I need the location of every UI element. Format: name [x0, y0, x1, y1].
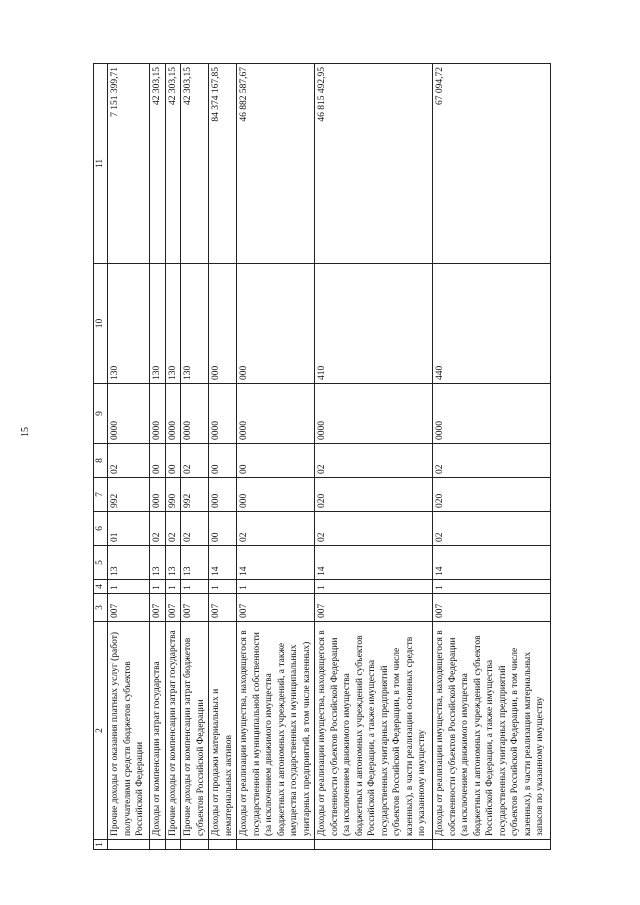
row-code-cell: 0000 — [181, 384, 209, 444]
row-code-cell: 0000 — [315, 384, 433, 444]
row-code-cell: 00 — [165, 444, 181, 478]
row-code-cell: 1 — [433, 580, 551, 594]
row-code-cell: 02 — [315, 512, 433, 546]
column-header: 2 — [94, 622, 108, 840]
row-code-cell: 13 — [108, 546, 150, 580]
row-code-cell: 14 — [237, 546, 315, 580]
row-code-cell: 02 — [150, 512, 166, 546]
row-code-cell: 007 — [181, 594, 209, 622]
row-code-cell — [433, 840, 551, 850]
row-code-cell: 01 — [108, 512, 150, 546]
row-code-cell: 1 — [315, 580, 433, 594]
row-code-cell: 00 — [150, 444, 166, 478]
table-row — [150, 64, 166, 850]
row-description: Доходы от продажи материальных и нематериальных активов — [209, 622, 237, 840]
column-header: 8 — [94, 444, 108, 478]
column-header: 9 — [94, 384, 108, 444]
row-description: Доходы от компенсации затрат государства — [150, 622, 166, 840]
row-code-cell: 000 — [237, 478, 315, 512]
row-code-cell: 000 — [209, 264, 237, 384]
row-code-cell: 02 — [237, 512, 315, 546]
row-code-cell: 0000 — [237, 384, 315, 444]
row-code-cell: 000 — [209, 478, 237, 512]
row-code-cell: 1 — [209, 580, 237, 594]
row-code-cell — [209, 840, 237, 850]
row-code-cell: 02 — [181, 444, 209, 478]
row-code-cell: 007 — [209, 594, 237, 622]
row-code-cell: 007 — [150, 594, 166, 622]
row-code-cell: 02 — [108, 444, 150, 478]
column-header: 11 — [94, 64, 108, 264]
table-row — [165, 64, 181, 850]
table-row — [209, 64, 237, 850]
row-code-cell: 0000 — [209, 384, 237, 444]
column-header: 3 — [94, 594, 108, 622]
row-amount: 42 303,15 — [165, 64, 181, 264]
row-code-cell: 13 — [165, 546, 181, 580]
row-code-cell: 130 — [181, 264, 209, 384]
row-code-cell — [150, 840, 166, 850]
row-code-cell — [165, 840, 181, 850]
table-header-row — [94, 64, 108, 850]
row-code-cell: 02 — [433, 512, 551, 546]
row-code-cell: 02 — [433, 444, 551, 478]
table-row — [108, 64, 150, 850]
column-header: 5 — [94, 546, 108, 580]
row-code-cell: 007 — [315, 594, 433, 622]
row-description: Прочие доходы от компенсации затрат государства — [165, 622, 181, 840]
row-code-cell: 0000 — [150, 384, 166, 444]
row-code-cell: 410 — [315, 264, 433, 384]
column-header: 4 — [94, 580, 108, 594]
row-code-cell: 0000 — [165, 384, 181, 444]
column-header: 10 — [94, 264, 108, 384]
row-description: Доходы от реализации имущества, находящегося в государственной и муниципальной собственности (за исключением движимого имущества бюджетных и автономных учреждений, а также имущества государственных и муниципальных унитарных предприятий, в том числе казенных) — [237, 622, 315, 840]
row-code-cell: 14 — [315, 546, 433, 580]
row-description: Прочие доходы от оказания платных услуг (работ) получателями средств бюджетов субъектов Российской Федерации — [108, 622, 150, 840]
row-code-cell: 1 — [150, 580, 166, 594]
row-code-cell: 007 — [237, 594, 315, 622]
row-code-cell: 1 — [108, 580, 150, 594]
row-code-cell: 0000 — [433, 384, 551, 444]
column-header: 1 — [94, 840, 108, 850]
row-code-cell: 130 — [108, 264, 150, 384]
table-row — [315, 64, 433, 850]
row-code-cell: 992 — [181, 478, 209, 512]
row-code-cell: 020 — [315, 478, 433, 512]
row-code-cell: 13 — [181, 546, 209, 580]
row-code-cell: 000 — [237, 264, 315, 384]
row-description: Доходы от реализации имущества, находящегося в собственности субъектов Российской Федерации (за исключением движимого имущества бюджетных и автономных учреждений субъектов Российской Федерации, а также имущества государственных унитарных предприятий субъектов Российской Федерации, в том числе казенных), в части реализации основных средств по указанному имуществу — [315, 622, 433, 840]
row-code-cell: 007 — [433, 594, 551, 622]
row-code-cell: 130 — [165, 264, 181, 384]
row-amount: 42 303,15 — [150, 64, 166, 264]
row-code-cell: 14 — [209, 546, 237, 580]
row-code-cell: 007 — [108, 594, 150, 622]
row-code-cell: 000 — [150, 478, 166, 512]
row-amount: 84 374 167,85 — [209, 64, 237, 264]
row-code-cell: 00 — [209, 512, 237, 546]
table-row — [181, 64, 209, 850]
row-code-cell: 0000 — [108, 384, 150, 444]
row-code-cell — [181, 840, 209, 850]
row-code-cell: 440 — [433, 264, 551, 384]
row-description: Доходы от реализации имущества, находящегося в собственности субъектов Российской Федерации (за исключением движимого имущества бюджетных и автономных учреждений субъектов Российской Федерации, а также имущества государственных унитарных предприятий субъектов Российской Федерации, в том числе казенных), в части реализации материальных запасов по указанному имуществу — [433, 622, 551, 840]
row-description: Прочие доходы от компенсации затрат бюджетов субъектов Российской Федерации — [181, 622, 209, 840]
row-code-cell: 1 — [181, 580, 209, 594]
row-code-cell: 990 — [165, 478, 181, 512]
page-number: 15 — [20, 427, 31, 437]
row-code-cell: 02 — [181, 512, 209, 546]
row-code-cell: 020 — [433, 478, 551, 512]
revenue-table — [93, 63, 551, 850]
row-amount: 42 303,15 — [181, 64, 209, 264]
column-header: 6 — [94, 512, 108, 546]
table-row — [237, 64, 315, 850]
row-code-cell: 992 — [108, 478, 150, 512]
row-code-cell: 02 — [165, 512, 181, 546]
table-row — [433, 64, 551, 850]
row-code-cell: 14 — [433, 546, 551, 580]
row-code-cell: 13 — [150, 546, 166, 580]
row-code-cell: 130 — [150, 264, 166, 384]
row-code-cell: 1 — [237, 580, 315, 594]
row-amount: 67 094,72 — [433, 64, 551, 264]
row-code-cell: 00 — [209, 444, 237, 478]
row-code-cell: 00 — [237, 444, 315, 478]
row-code-cell — [315, 840, 433, 850]
row-code-cell — [237, 840, 315, 850]
row-code-cell: 1 — [165, 580, 181, 594]
row-amount: 46 815 492,95 — [315, 64, 433, 264]
table-body — [108, 64, 551, 850]
rotated-content — [93, 64, 578, 850]
row-code-cell — [108, 840, 150, 850]
row-amount: 46 882 587,67 — [237, 64, 315, 264]
column-header: 7 — [94, 478, 108, 512]
row-code-cell: 007 — [165, 594, 181, 622]
row-amount: 7 151 399,71 — [108, 64, 150, 264]
row-code-cell: 02 — [315, 444, 433, 478]
